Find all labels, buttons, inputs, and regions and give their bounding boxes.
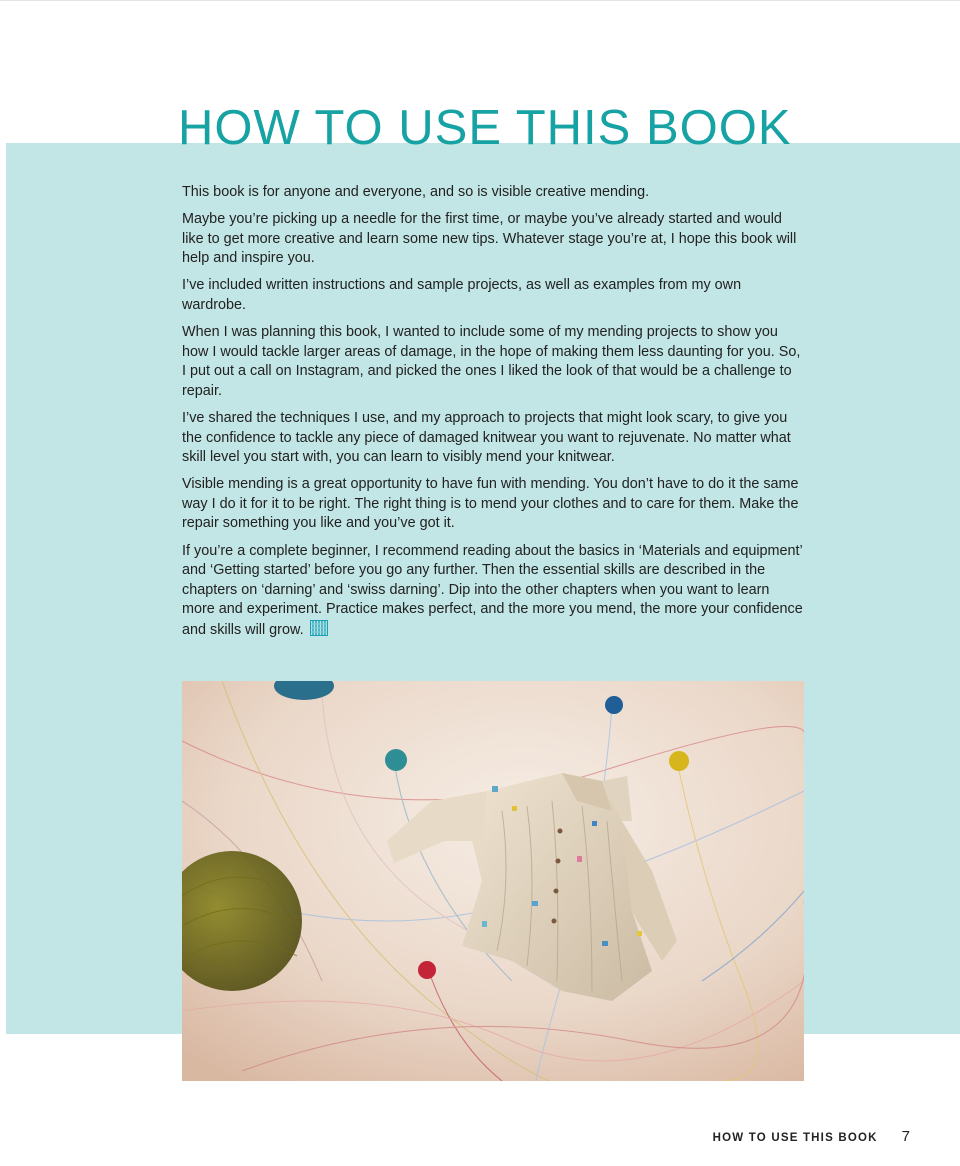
darning-grid-icon	[310, 620, 328, 636]
body-text	[182, 183, 806, 648]
paragraph-6: Visible mending is a great opportunity to have fun with mending. You don’t have to do it the same way I do it for it to be right. The right thing is to mend your clothes and to care for them. Make the repair something you like and you’ve got it.	[182, 476, 799, 532]
top-rule	[0, 0, 960, 1]
paragraph-5: I’ve shared the techniques I use, and my approach to projects that might look scary, to give you the confidence to tackle any piece of damaged knitwear you want to rejuvenate. No matter what skill level you start with, you can learn to visibly mend your knitwear.	[182, 409, 791, 466]
page-number: 7	[901, 1128, 910, 1145]
running-head: HOW TO USE THIS BOOK	[712, 1132, 878, 1144]
paragraph-7-wrap	[182, 542, 806, 641]
page-title: HOW TO USE THIS BOOK	[178, 101, 792, 155]
paragraph-1: This book is for anyone and everyone, and so is visible creative mending.	[182, 184, 650, 200]
paragraph-4: When I was planning this book, I wanted to include some of my mending projects to show you how I would tackle larger areas of damage, in the hope of making them less daunting for you. So, I put out a call on Instagram, and picked the ones I liked the look of that would be a challenge to repair.	[182, 324, 801, 399]
paragraph-7: If you’re a complete beginner, I recommend reading about the basics in ‘Materials and equipment’ and ‘Getting started’ before you go any further. Then the essential skills are described in the chapters on ‘darning’ and ‘swiss darning’. Dip into the other chapters when you want to learn more and experiment. Practice makes perfect, and the more you mend, the more your confidence and skills will grow.	[182, 542, 803, 638]
cardigan-photo	[182, 681, 804, 1081]
paragraph-3: I’ve included written instructions and sample projects, as well as examples from my own wardrobe.	[182, 277, 742, 313]
paragraph-2: Maybe you’re picking up a needle for the first time, or maybe you’ve already started and would like to get more creative and learn some new tips. Whatever stage you’re at, I hope this book will help and inspire you.	[182, 211, 797, 267]
page-footer	[713, 1128, 910, 1145]
